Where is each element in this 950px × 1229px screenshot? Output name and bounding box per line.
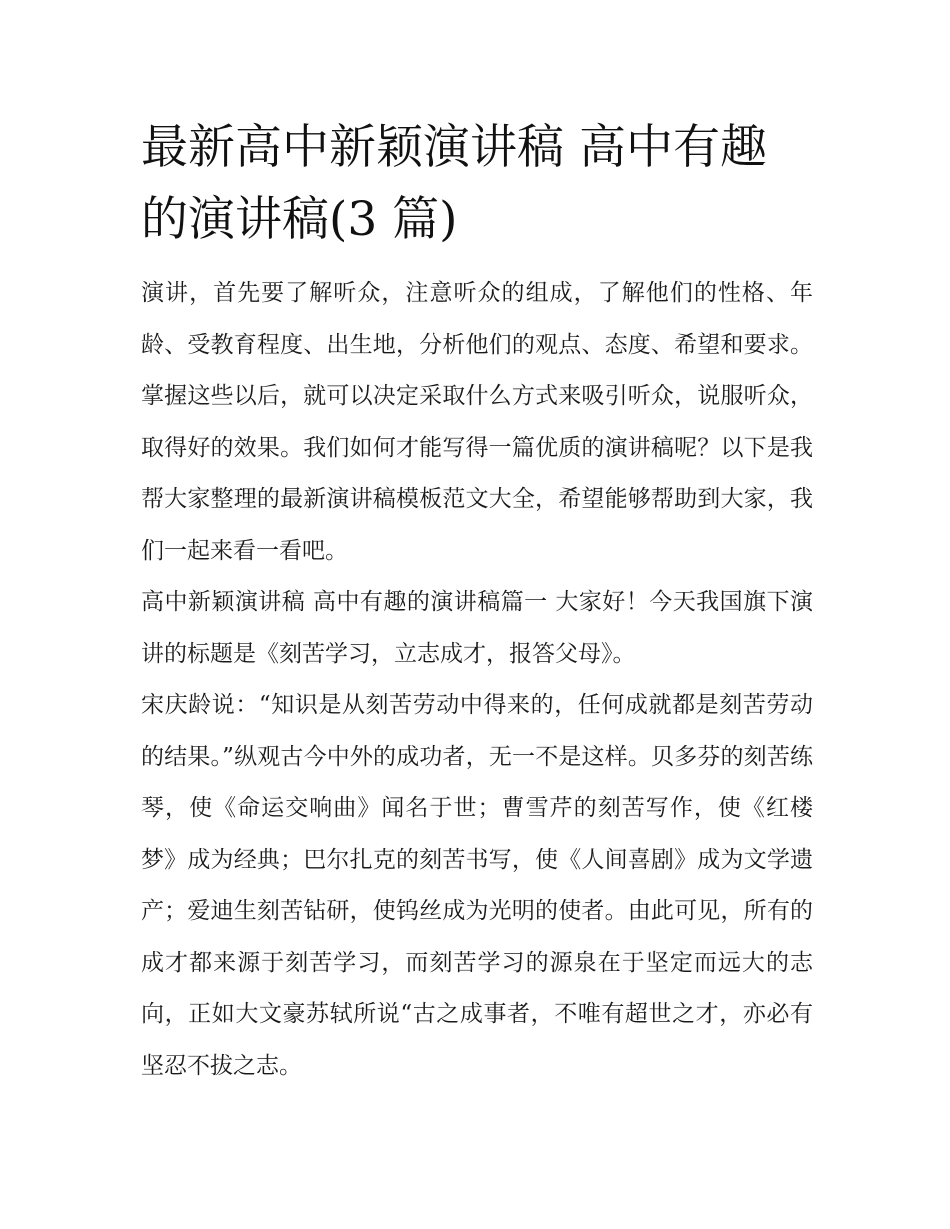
document-body: [141, 112, 813, 1092]
paragraph-speech-body: 宋庆龄说：“知识是从刻苦劳动中得来的，任何成就都是刻苦劳动的结果。”纵观古今中外的成功者，无一不是这样。贝多芬的刻苦练琴，使《命运交响曲》闻名于世；曹雪芹的刻苦写作，使《红楼梦》成为经典；巴尔扎克的刻苦书写，使《人间喜剧》成为文学遗产；爱迪生刻苦钻研，使钨丝成为光明的使者。由此可见，所有的成才都来源于刻苦学习，而刻苦学习的源泉在于坚定而远大的志向，正如大文豪苏轼所说“古之成事者，不唯有超世之才，亦必有坚忍不拔之志。: [141, 692, 813, 1079]
paragraph-intro: 演讲，首先要了解听众，注意听众的组成，了解他们的性格、年龄、受教育程度、出生地，分析他们的观点、态度、希望和要求。掌握这些以后，就可以决定采取什么方式来吸引听众，说服听众，取得好的效果。我们如何才能写得一篇优质的演讲稿呢？以下是我帮大家整理的最新演讲稿模板范文大全，希望能够帮助到大家，我们一起来看一看吧。: [141, 280, 813, 564]
document-title: 最新高中新颖演讲稿 高中有趣的演讲稿(3 篇): [141, 120, 767, 247]
paragraph-speech-opening: 高中新颖演讲稿 高中有趣的演讲稿篇一 大家好！今天我国旗下演讲的标题是《刻苦学习，立志成才，报答父母》。: [141, 589, 813, 667]
